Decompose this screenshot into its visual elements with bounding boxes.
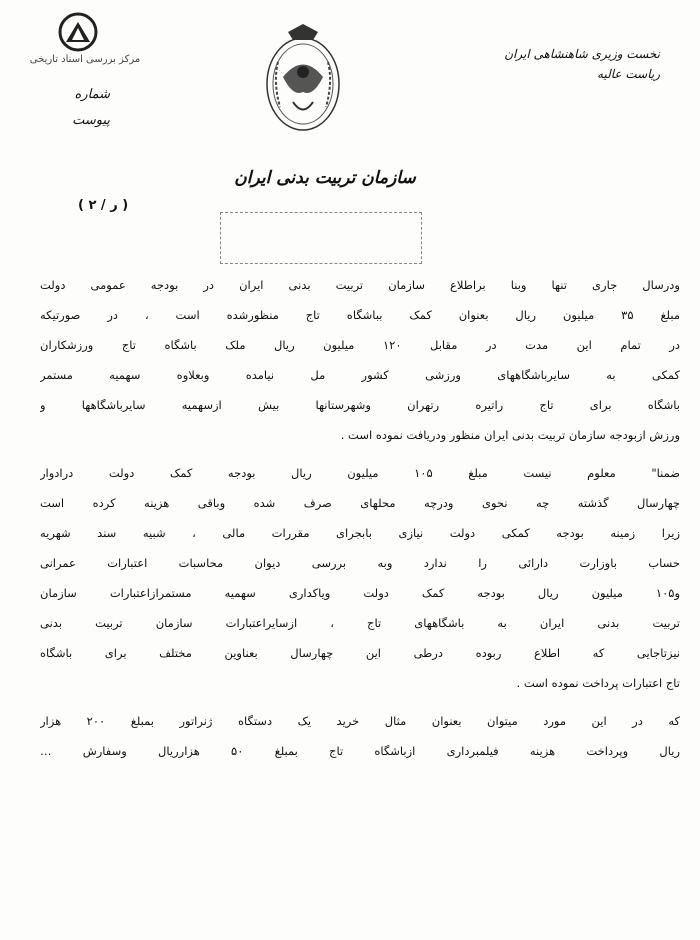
archive-logo-icon	[58, 12, 98, 52]
body-line: ورزش ازبودجه سازمان تربیت بدنی ایران منظور ودریافت نموده است .	[340, 428, 680, 442]
body-line: باشگاه برای تاج راتیره رتهران وشهرستانها بیش ازسهمیه سایرباشگاهها و	[40, 398, 680, 412]
letterhead-line-2: ریاست عالیه	[597, 67, 660, 81]
body-line: و۱۰۵ میلیون ریال بودجه کمک دولت ویاکداری سهمیه مستمرازاعتبارات سازمان	[40, 586, 680, 600]
body-line: حساب باوزارت دارائی را ندارد وبه بررسی دیوان محاسبات اعتبارات عمرانی	[40, 556, 680, 570]
organization-title: سازمان تربیت بدنی ایران	[234, 168, 416, 188]
body-line: ودرسال جاری تنها وبنا براطلاع سازمان تربیت بدنی ایران در بودجه عمومی دولت	[40, 278, 680, 292]
body-line: ریال وپرداخت هزینه فیلمبرداری ازباشگاه تاج بمبلغ ۵۰ هزارریال وسفارش …	[40, 744, 680, 758]
header-left-labels	[40, 82, 110, 134]
letterhead-line-1: نخست وزیری شاهنشاهی ایران	[504, 47, 660, 61]
number-label: شماره	[74, 87, 110, 102]
archive-watermark	[20, 12, 140, 72]
body-line: نیزتاجایی که اطلاع ربوده درطی این چهارسال بعناوین مختلف برای باشگاه	[40, 646, 680, 660]
body-line: ضمنا" معلوم نیست مبلغ ۱۰۵ میلیون ریال بودجه کمک دولت درادوار	[40, 466, 680, 480]
body-line: تاج اعتبارات پرداخت نموده است .	[516, 676, 680, 690]
body-line: زیرا زمینه بودجه کمکی دولت نیازی بابجرای مقررات مالی ، شبیه سند شهریه	[40, 526, 680, 540]
watermark-text: مرکز بررسی اسناد تاریخی	[29, 54, 141, 65]
attachment-label: پیوست	[72, 113, 110, 128]
body-line: چهارسال گذشته چه نحوی ودرچه محلهای صرف شده وباقی هزینه کرده است	[40, 496, 680, 510]
body-line: تربیت بدنی ایران به باشگاههای تاج ، ازسایراعتبارات سازمان تربیت بدنی	[40, 616, 680, 630]
body-line: مبلغ ۳۵ میلیون ریال بعنوان کمک بباشگاه تاج منظورشده است ، در صورتیکه	[40, 308, 680, 322]
letterhead	[450, 44, 660, 84]
stamp-area	[220, 212, 422, 264]
letter-body	[40, 270, 680, 766]
reference-number: ( ر / ۲ )	[78, 198, 129, 213]
body-line: در تمام این مدت در مقابل ۱۲۰ میلیون ریال ملک باشگاه تاج ورزشکاران	[40, 338, 680, 352]
body-line: کمکی به سایرباشگاههای ورزشی کشور مل نیامده وبعلاوه سهمیه مستمر	[40, 368, 680, 382]
body-line: که در این مورد میتوان بعنوان مثال خرید یک دستگاه ژنراتور بمبلغ ۲۰۰ هزار	[40, 714, 680, 728]
imperial-emblem-icon	[258, 22, 348, 137]
